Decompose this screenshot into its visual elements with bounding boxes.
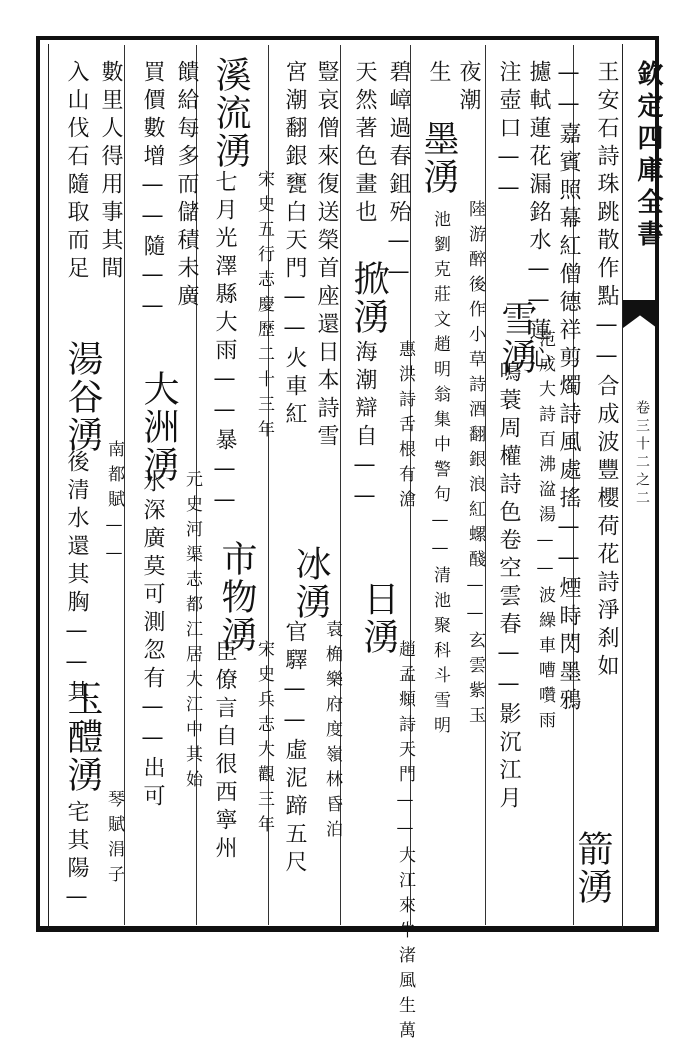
annotation: 陸游醉後作小草詩酒翻銀浪紅螺醆——玄雲紫玉 — [465, 200, 485, 731]
text-column: 豎哀僧來復送榮首座還日本詩雪 — [314, 60, 339, 452]
annotation: 惠洪詩舌根有滄 — [395, 340, 415, 515]
text-column: 海潮辯自—— — [352, 340, 377, 514]
text-column: 天然著色畫也 — [352, 60, 377, 228]
annotation: 南都賦—— — [104, 440, 124, 571]
text-column: 官驛——虛泥蹄五尺 — [282, 620, 307, 878]
text-column: 王安石詩珠跳散作點——合成波豐櫻荷花詩淨刹如 — [594, 60, 619, 682]
text-column: 臣僚言自很西寧州 — [212, 640, 237, 864]
annotation: 宋史兵志大觀三年 — [254, 640, 274, 840]
bottom-rule — [36, 926, 659, 928]
text-column: 後清水還其胸——其 — [64, 450, 89, 708]
entry-heading: 市物湧 — [216, 540, 257, 654]
text-column: 注壺口—— — [496, 60, 521, 206]
text-column: 碧嶂過春鉏殆—— — [386, 60, 411, 290]
text-column: 入山伐石隨取而足 — [64, 60, 89, 284]
margin-title: 欽定四庫全書 — [633, 60, 663, 252]
entry-heading: 冰湧 — [290, 545, 331, 621]
entry-heading: 掀湧 — [348, 260, 389, 336]
text-column: 饋給每多而儲積未廣 — [174, 60, 199, 312]
entry-heading: 箭湧 — [572, 830, 613, 906]
text-column: 水深廣莫可測忽有——出可 — [140, 470, 165, 812]
annotation: 池劉克莊文趙明翁集中警句——清池聚科斗雪明 — [430, 210, 450, 741]
annotation: 范成大詩百沸湓湯——波繰車嘈囋雨 — [535, 330, 555, 736]
annotation: 趙孟頫詩天門——大江來牛渚風生萬 — [395, 640, 415, 1046]
annotation: 袁桷樂府度嶺林昏泊 — [322, 620, 342, 845]
entry-heading: 雪湧 — [496, 300, 537, 376]
text-column: 生 — [426, 60, 451, 88]
entry-heading: 湯谷湧 — [62, 340, 103, 454]
annotation: 元史河渠志都江居大江中其始 — [182, 470, 202, 795]
text-column: 鳴蓑周權詩色卷空雲春——影沉江月 — [496, 360, 521, 814]
text-column: ——嘉賓照幕紅僧德祥剪燭詩風處搖——煙時閃墨鴉 — [556, 60, 581, 716]
entry-heading: 玉醴湧 — [62, 680, 103, 794]
entry-heading: 日湧 — [358, 580, 399, 656]
text-column: 七月光澤縣大雨——暴—— — [212, 170, 237, 518]
text-column: 宮潮翻銀甕白天門——火車紅 — [282, 60, 307, 430]
margin-volume: 卷三十二之二 — [634, 400, 650, 508]
text-column: 夜潮 — [456, 60, 481, 116]
entry-heading: 大洲湧 — [138, 370, 179, 484]
annotation: 宋史五行志慶歷二十三年 — [254, 170, 274, 445]
text-column: 買價數增——隨—— — [140, 60, 165, 324]
annotation: 琴賦涓子 — [104, 790, 124, 890]
entry-heading: 溪流湧 — [210, 56, 251, 170]
text-column: 宅其陽—— — [64, 800, 89, 946]
text-column: 攄軾蓮花漏銘水——蓮心 — [526, 60, 551, 374]
text-column: 數里人得用事其間 — [98, 60, 123, 284]
entry-heading: 墨湧 — [418, 120, 459, 196]
